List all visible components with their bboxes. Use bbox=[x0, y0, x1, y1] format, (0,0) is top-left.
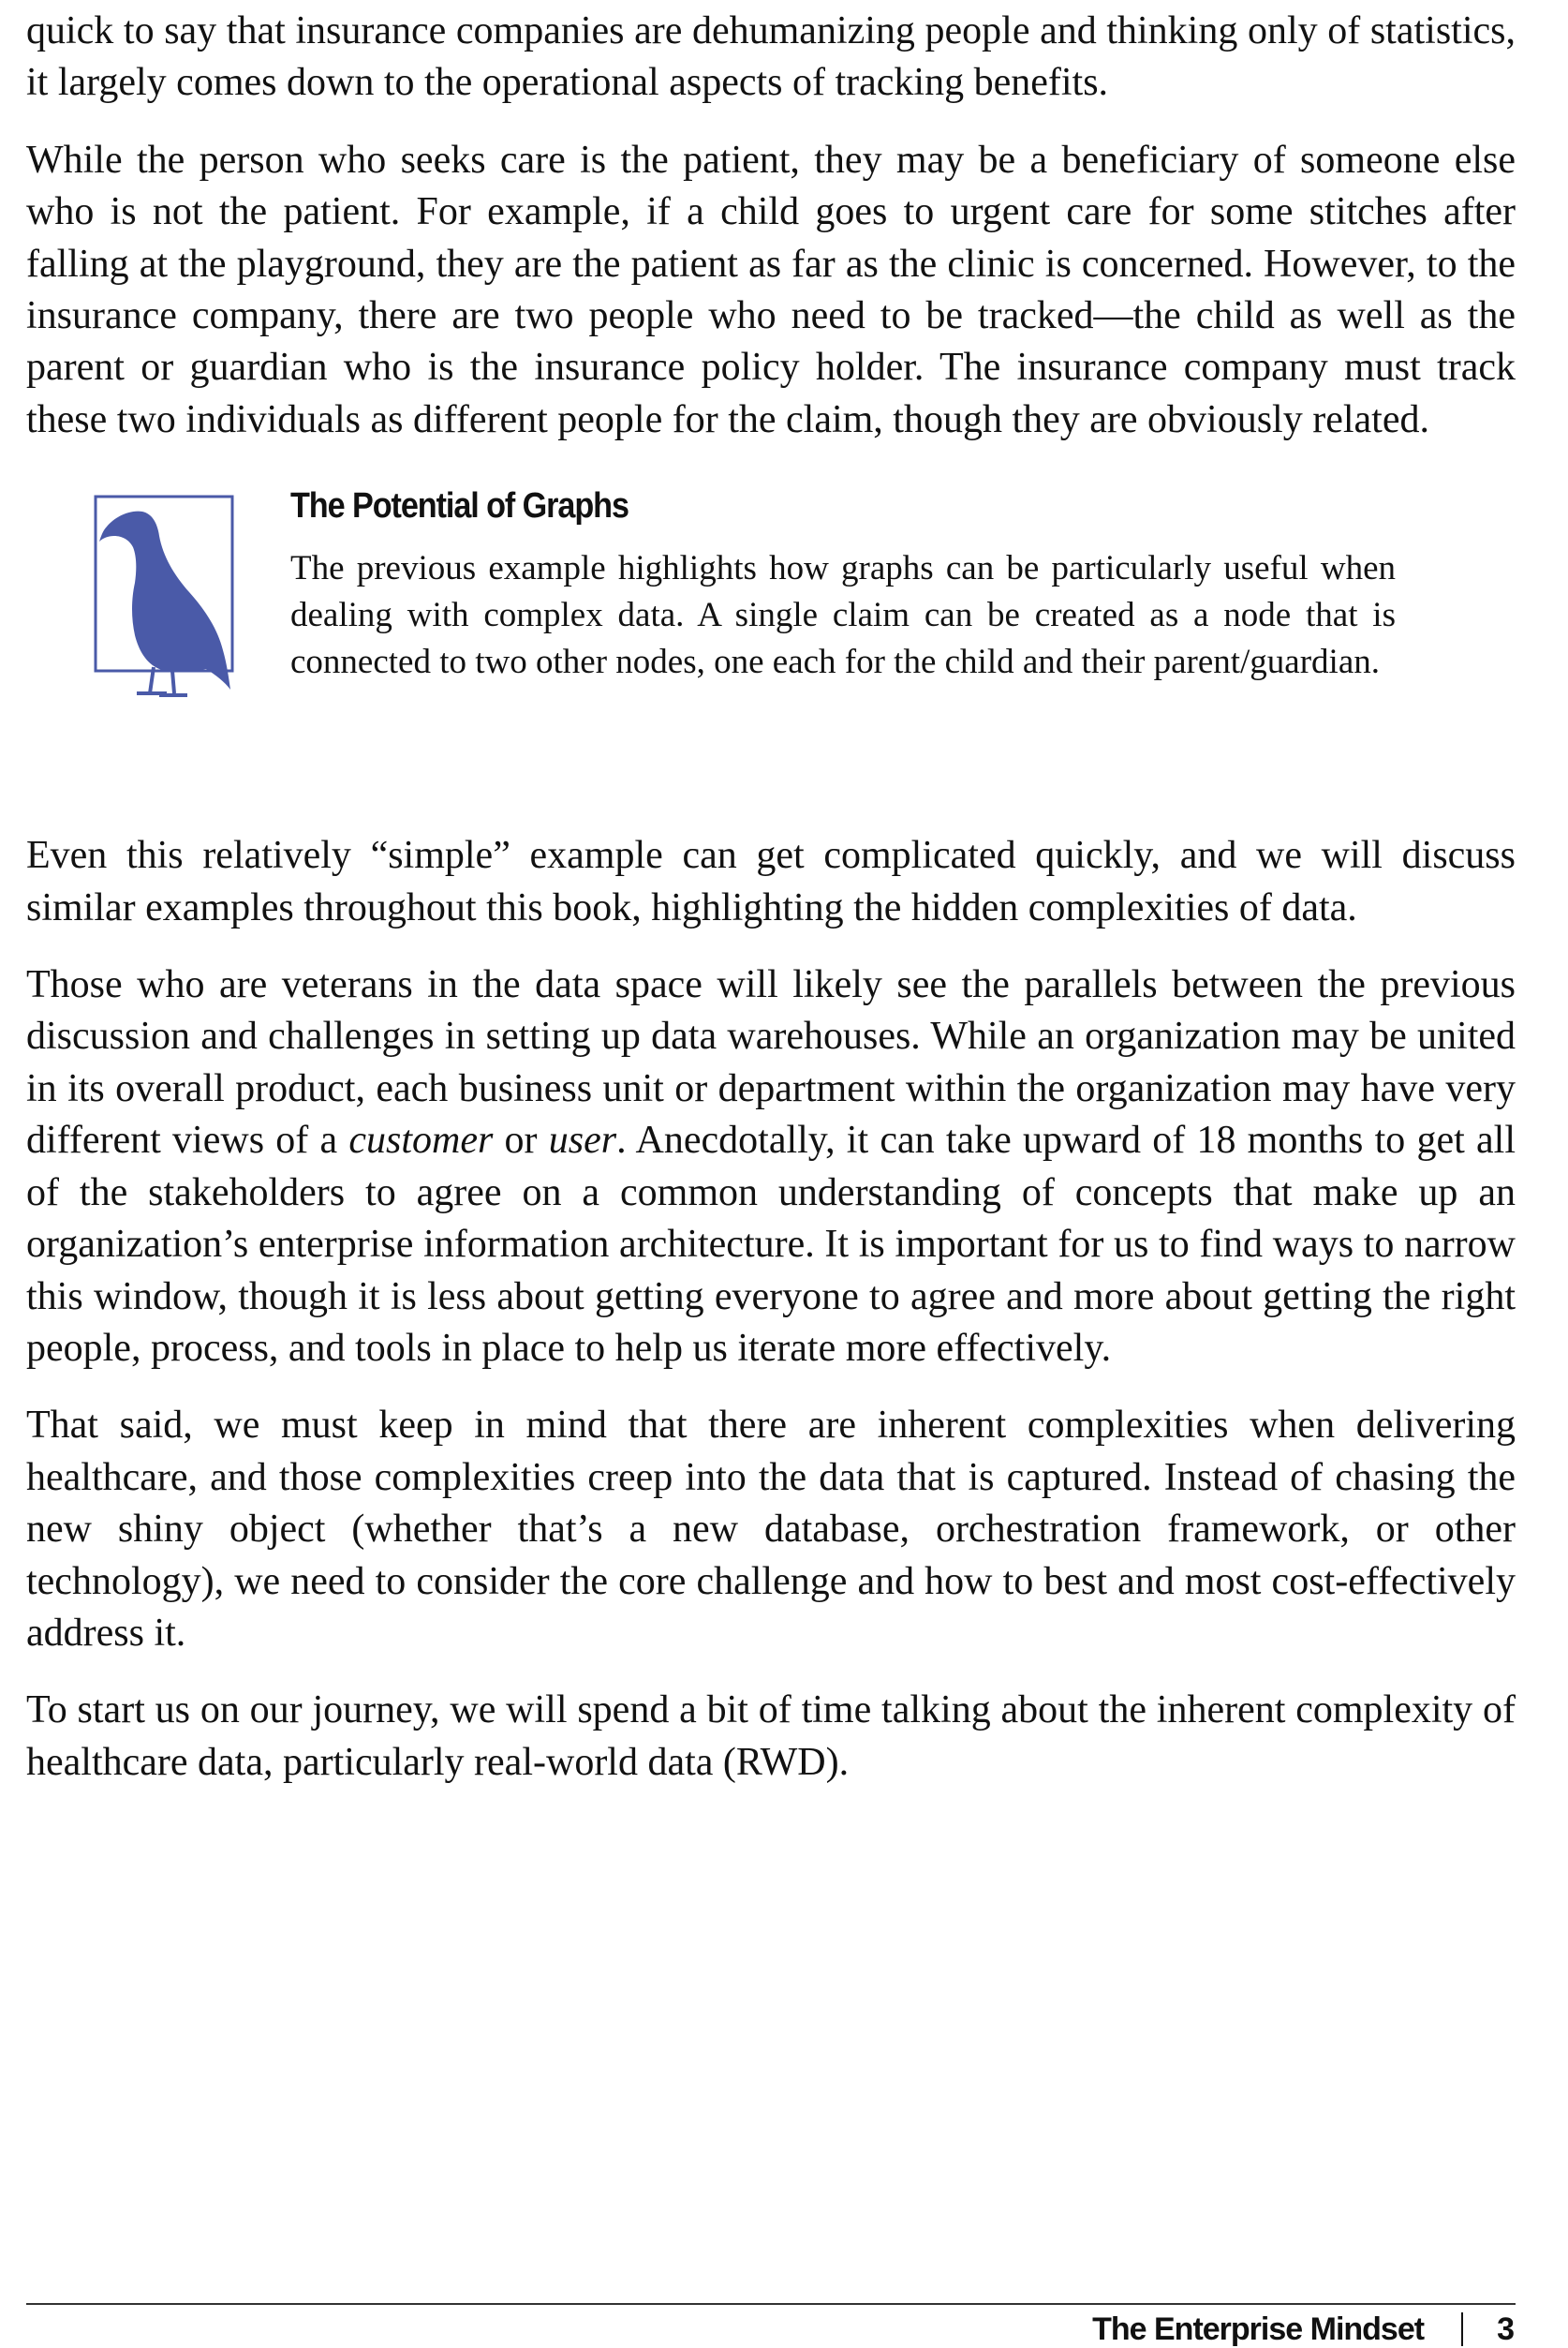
paragraph-journey: To start us on our journey, we will spend a bit of time talking about the inherent complexity of healthcare data, particularly real-world data (RWD). bbox=[26, 1688, 1516, 1784]
page-footer bbox=[1092, 2311, 1514, 2348]
paragraph-veterans-part2: or bbox=[493, 1119, 549, 1163]
footer-chapter-title: The Enterprise Mindset bbox=[1092, 2311, 1425, 2347]
footer-separator bbox=[1461, 2312, 1463, 2346]
emphasis-user: user bbox=[548, 1119, 617, 1163]
emphasis-customer: customer bbox=[348, 1119, 494, 1163]
note-title: The Potential of Graphs bbox=[290, 486, 629, 527]
note-text: The previous example highlights how graphs can be particularly useful when dealing with complex data. A single claim can be created as a node that is connected to two other nodes, one each for the child and their parent/guardian. bbox=[290, 549, 1396, 682]
paragraph-veterans-part1: Those who are veterans in the data space will likely see the parallels between the previous discussion and challenges in setting up data warehouses. While an organization may be united in its overall product, each business unit or department within the organization may have very different views of a bbox=[26, 963, 1516, 1163]
paragraph-inherent-complexities: That said, we must keep in mind that there are inherent complexities when delivering healthcare, and those complexities creep into the data that is captured. Instead of chasing the new shiny object (whether that’s a new database, orchestration framework, or other technology), we need to consider the core challenge and how to best and most cost-effectively address it. bbox=[26, 1404, 1516, 1655]
paragraph-veterans bbox=[26, 959, 1516, 1375]
paragraph-simple-example: Even this relatively “simple” example can get complicated quickly, and we will discuss similar examples throughout this book, highlighting the hidden complexities of data. bbox=[26, 834, 1516, 929]
paragraph-insurance-statistics: quick to say that insurance companies are dehumanizing people and thinking only of statistics, it largely comes down to the operational aspects of tracking benefits. bbox=[26, 9, 1516, 105]
bird-icon bbox=[94, 495, 234, 708]
page-content bbox=[26, 6, 1516, 1814]
tip-note bbox=[26, 480, 1516, 798]
note-body bbox=[290, 480, 1396, 686]
footer-page-number: 3 bbox=[1497, 2311, 1514, 2347]
paragraph-patient-beneficiary: While the person who seeks care is the patient, they may be a beneficiary of someone else who is not the patient. For example, if a child goes to urgent care for some stitches after falling at the playground, they are the patient as far as the clinic is concerned. However, to the insurance company, there are two people who need to be tracked—the child as well as the parent or guardian who is the insurance policy holder. The insurance company must track these two individuals as different people for the claim, though they are obviously related. bbox=[26, 138, 1516, 441]
paragraph-veterans-part3: . Anecdotally, it can take upward of 18 months to get all of the stakeholders to agree on a common understanding of concepts that make up an organization’s enterprise information architecture. It is important for us to find ways to narrow this window, though it is less about getting everyone to agree and more about getting the right people, process, and tools in place to help us iterate more effectively. bbox=[26, 1119, 1516, 1370]
footer-rule bbox=[26, 2303, 1516, 2305]
